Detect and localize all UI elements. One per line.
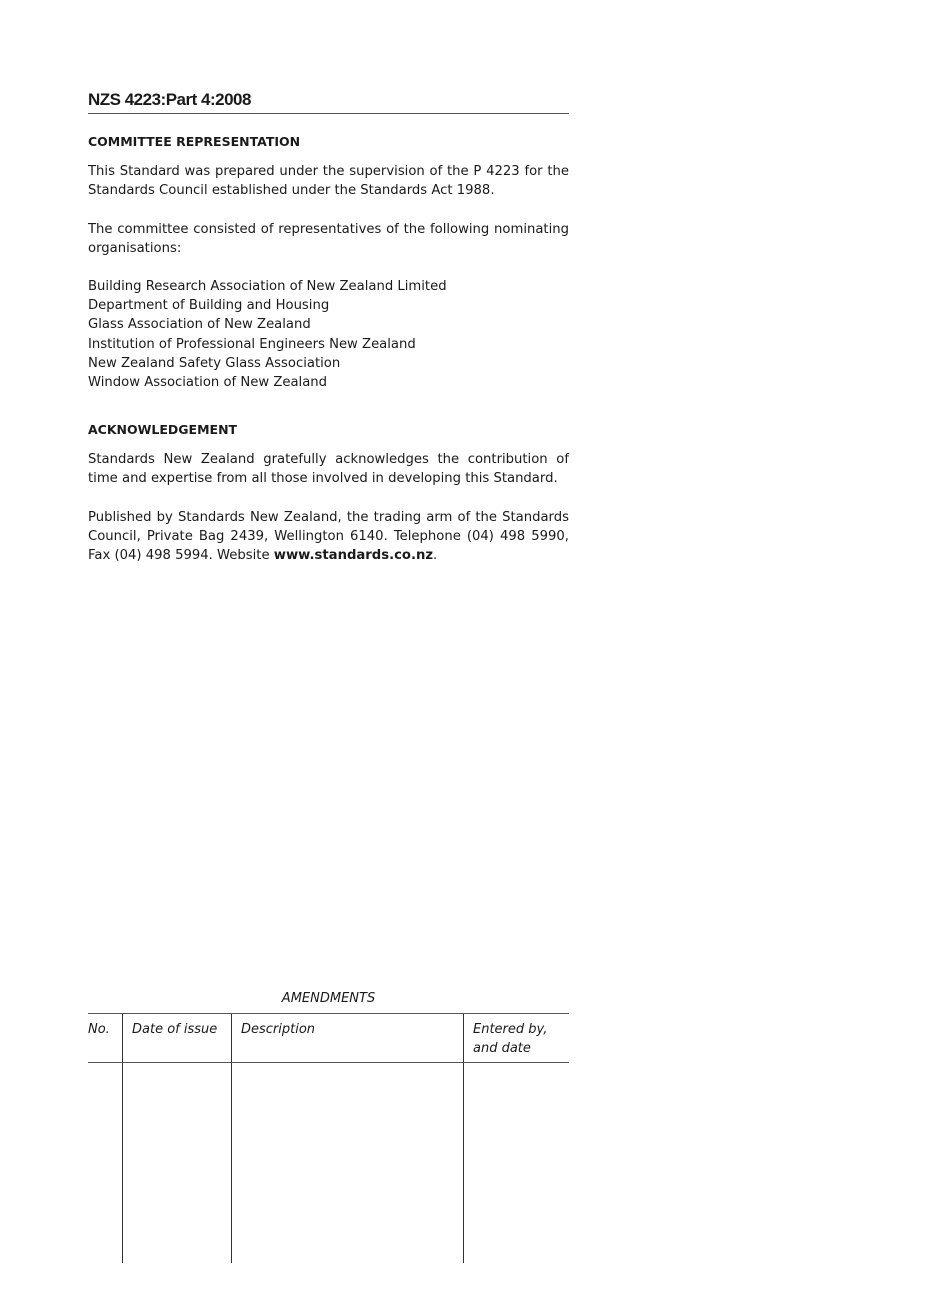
- publisher-text: Published by Standards New Zealand, the trading arm of the Standards Council, Private Bag 2439, Wellington 6140. Telephone (04) 498 5990, Fax (04) 498 5994. Website: [88, 510, 569, 564]
- column-header-no: No.: [88, 1014, 123, 1063]
- committee-para-1: This Standard was prepared under the supervision of the P 4223 for the Standards Council established under the Standards Act 1988.: [88, 164, 569, 199]
- list-item: New Zealand Safety Glass Association: [88, 355, 341, 371]
- organisation-list: [88, 277, 569, 392]
- cell-no: [88, 1063, 123, 1264]
- amendments-caption: AMENDMENTS: [281, 991, 376, 1006]
- committee-heading: COMMITTEE REPRESENTATION: [88, 134, 301, 149]
- publisher-info: [88, 508, 569, 566]
- list-item: Building Research Association of New Zealand Limited: [88, 279, 447, 294]
- amendments-table: [88, 1013, 569, 1263]
- period: .: [433, 548, 438, 564]
- cell-date: [123, 1063, 232, 1264]
- list-item: Institution of Professional Engineers New Zealand: [88, 336, 416, 352]
- table-row: [88, 1063, 569, 1264]
- committee-para-2: The committee consisted of representatives of the following nominating organisations:: [88, 222, 569, 257]
- list-item: Glass Association of New Zealand: [88, 317, 311, 333]
- website-link[interactable]: www.standards.co.nz: [273, 548, 434, 564]
- column-header-entered-by: Entered by, and date: [464, 1014, 570, 1063]
- cell-description: [232, 1063, 464, 1264]
- cell-entered-by: [464, 1063, 570, 1264]
- acknowledgement-heading: ACKNOWLEDGEMENT: [88, 422, 238, 437]
- document-title: NZS 4223:Part 4:2008: [88, 90, 569, 114]
- table-header-row: [88, 1014, 569, 1063]
- acknowledgement-para: Standards New Zealand gratefully acknowledges the contribution of time and expertise from all those involved in developing this Standard.: [88, 452, 569, 487]
- column-header-date: Date of issue: [123, 1014, 232, 1063]
- list-item: Department of Building and Housing: [88, 298, 330, 314]
- list-item: Window Association of New Zealand: [88, 375, 328, 391]
- column-header-description: Description: [232, 1014, 464, 1063]
